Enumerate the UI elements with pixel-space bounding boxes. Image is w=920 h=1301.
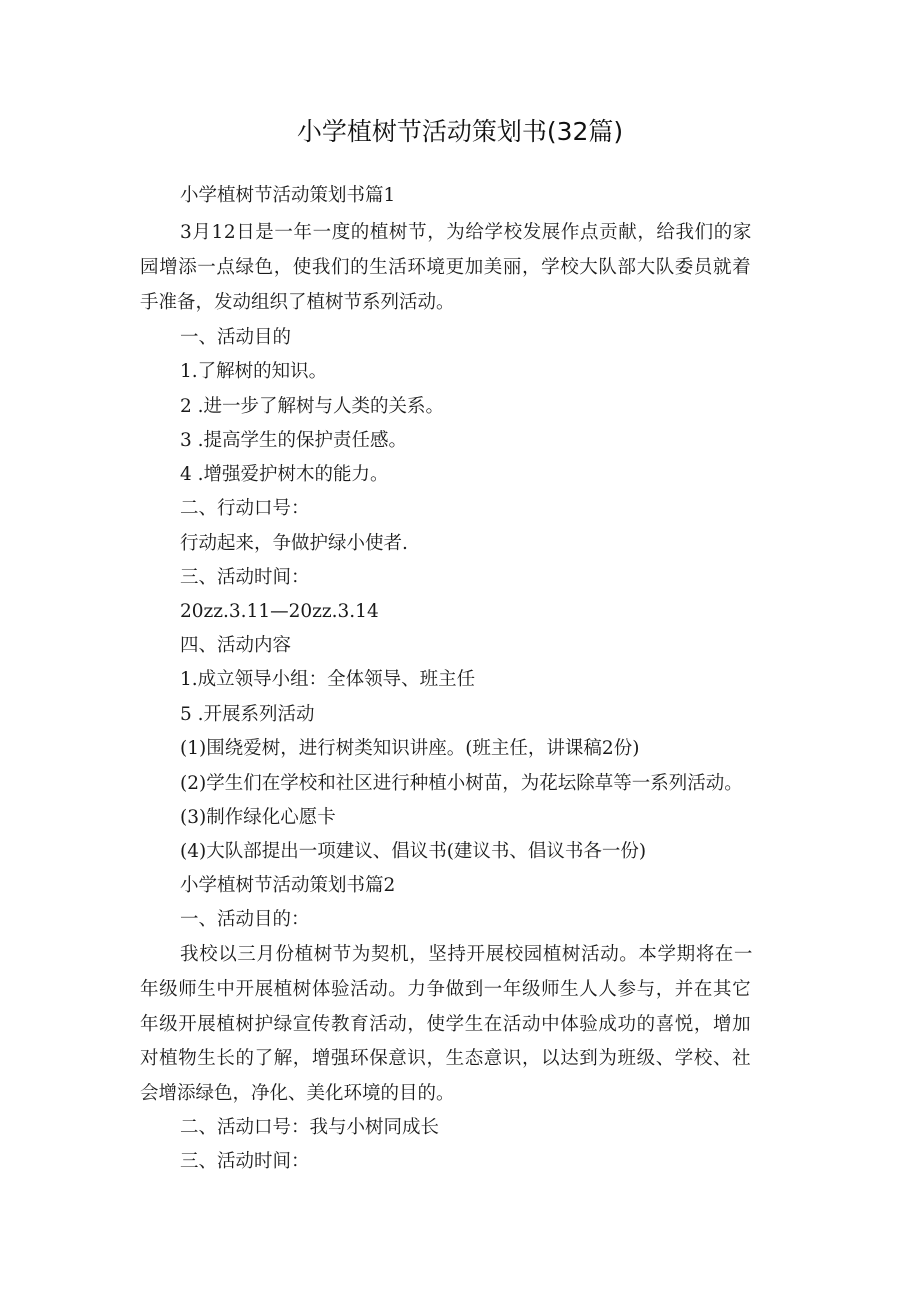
document-title: 小学植树节活动策划书(32篇)	[296, 117, 624, 146]
subheading-slogan: 二、行动口号：	[180, 498, 310, 519]
subheading-purpose: 一、活动目的：	[180, 909, 310, 930]
paragraph-line: 年级开展植树护绿宣传教育活动，使学生在活动中体验成功的喜悦，增加	[140, 1014, 752, 1035]
paragraph-line: 3月12日是一年一度的植树节，为给学校发展作点贡献，给我们的家	[180, 222, 752, 243]
subheading-time: 三、活动时间：	[180, 567, 310, 588]
section-heading-1: 小学植树节活动策划书篇1	[180, 185, 396, 206]
list-item: (1)围绕爱树，进行树类知识讲座。(班主任，讲课稿2份)	[180, 738, 640, 759]
subheading-time: 三、活动时间：	[180, 1151, 310, 1172]
date-range: 20zz.3.11—20zz.3.14	[180, 601, 379, 622]
paragraph-line: 园增添一点绿色，使我们的生活环境更加美丽，学校大队部大队委员就着	[140, 257, 752, 278]
paragraph-line: 会增添绿色，净化、美化环境的目的。	[140, 1083, 455, 1104]
list-item: 1.成立领导小组：全体领导、班主任	[180, 669, 476, 690]
list-item: (4)大队部提出一项建议、倡议书(建议书、倡议书各一份)	[180, 841, 647, 862]
paragraph-line: 对植物生长的了解，增强环保意识，生态意识，以达到为班级、学校、社	[140, 1048, 752, 1069]
subheading-slogan: 二、活动口号：我与小树同成长	[180, 1117, 440, 1138]
list-item: 2 .进一步了解树与人类的关系。	[180, 396, 445, 417]
list-item: 3 .提高学生的保护责任感。	[180, 430, 408, 451]
paragraph-line: 我校以三月份植树节为契机，坚持开展校园植树活动。本学期将在一	[180, 944, 754, 965]
subheading-content: 四、活动内容	[180, 635, 292, 656]
paragraph-line: 年级师生中开展植树体验活动。力争做到一年级师生人人参与，并在其它	[140, 979, 752, 1000]
list-item: 5 .开展系列活动	[180, 704, 315, 725]
section-heading-2: 小学植树节活动策划书篇2	[180, 875, 396, 896]
list-item: (2)学生们在学校和社区进行种植小树苗，为花坛除草等一系列活动。	[180, 773, 743, 794]
paragraph-line: 行动起来，争做护绿小使者.	[180, 533, 408, 554]
paragraph-line: 手准备，发动组织了植树节系列活动。	[140, 292, 455, 313]
list-item: (3)制作绿化心愿卡	[180, 807, 336, 828]
list-item: 4 .增强爱护树木的能力。	[180, 464, 389, 485]
subheading-purpose: 一、活动目的	[180, 327, 292, 348]
list-item: 1.了解树的知识。	[180, 361, 328, 382]
